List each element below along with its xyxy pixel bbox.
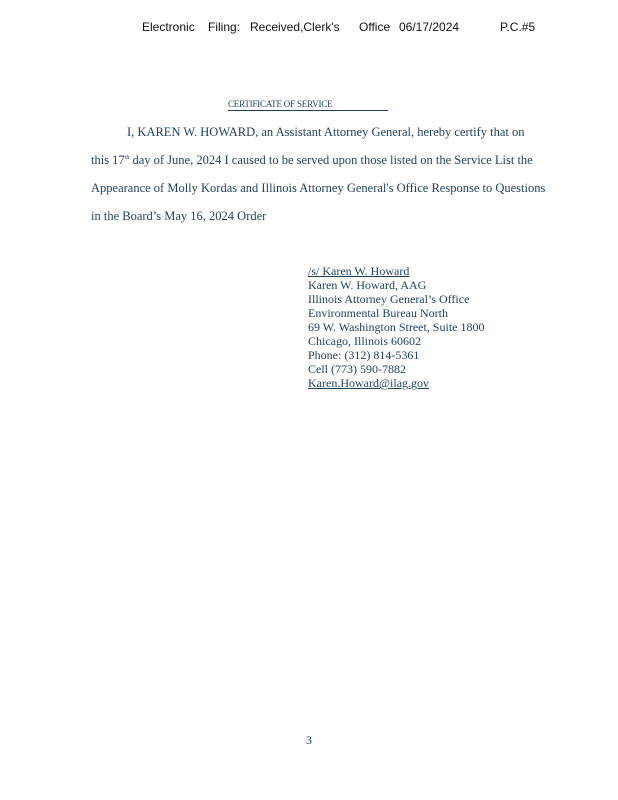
stamp-office: Office [359,20,391,34]
signer-email-link[interactable]: Karen.Howard@ilag.gov [308,376,430,390]
signer-street: 69 W. Washington Street, Suite 1800 [308,320,485,334]
certificate-line-2 [91,153,533,168]
stamp-pc: P.C.#5 [500,20,536,34]
certificate-line-3: Appearance of Molly Kordas and Illinois Attorney General's Office Response to Questions [91,181,546,195]
stamp-electronic: Electronic [142,20,195,34]
stamp-filing: Filing: [208,20,241,34]
ordinal-suffix: th [124,154,130,161]
signer-city: Chicago, Illinois 60602 [308,334,421,348]
signer-name: Karen W. Howard, AAG [308,278,427,292]
certificate-line-4: in the Board’s May 16, 2024 Order [91,209,267,223]
line-2-start: this 17 [91,153,125,167]
stamp-date: 06/17/2024 [399,20,460,34]
signer-cell: Cell (773) 590-7882 [308,362,406,376]
filing-stamp-header [0,20,618,38]
certificate-line-1: I, KAREN W. HOWARD, an Assistant Attorney General, hereby certify that on [127,125,525,139]
certificate-title: CERTIFICATE OF SERVICE [228,99,388,111]
stamp-received: Received,Clerk's [250,20,340,34]
page-number: 3 [306,733,312,747]
signer-bureau: Environmental Bureau North [308,306,448,320]
signature-block [308,264,484,390]
signature-line: /s/ Karen W. Howard [308,264,410,278]
signer-phone: Phone: (312) 814-5361 [308,348,420,362]
signer-office: Illinois Attorney General’s Office [308,292,470,306]
line-2-end: day of June, 2024 I caused to be served upon those listed on the Service List the [129,153,533,167]
